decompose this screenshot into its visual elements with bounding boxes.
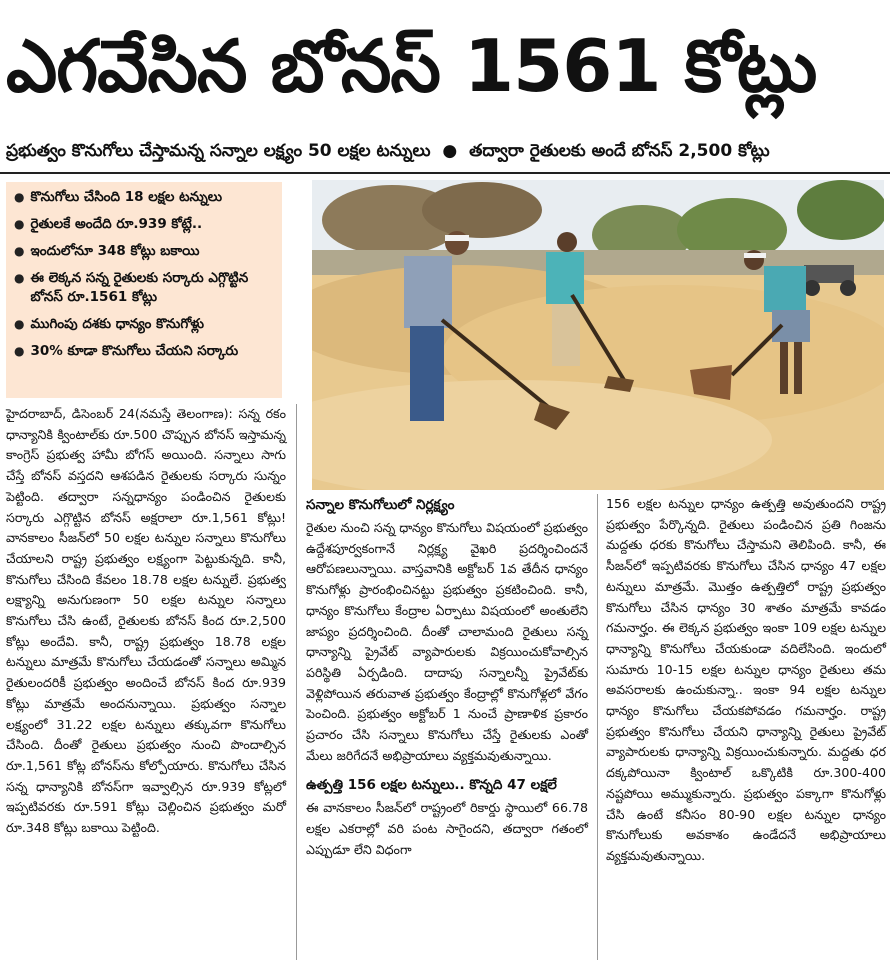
news-photo [312,180,884,490]
headline: ఎగవేసిన బోనస్‌ 1561 కోట్లు [6,24,817,108]
bullet-icon: ● [442,141,458,161]
section-heading: ఉత్పత్తి 156 లక్షల టన్నులు.. కొన్నది 47 లక్షలే [306,777,557,794]
subheadline [6,134,886,168]
farmers-drying-paddy-illustration [312,180,884,490]
highlight-item: ● ఇందులోనూ 348 కోట్లు బకాయి [14,243,200,259]
article-column-3 [606,494,886,867]
highlight-item: ● 30% కూడా కొనుగోలు చేయని సర్కారు [14,343,239,359]
highlights-box [6,182,282,398]
highlight-item: ● కొనుగోలు చేసింది 18 లక్షల టన్నులు [14,189,223,205]
bullet-icon: ● [14,244,25,258]
bullet-icon: ● [14,190,25,204]
column-divider [597,494,598,960]
header-rule [0,172,890,174]
article-text: హైదరాబాద్, డిసెంబర్‌ 24(నమస్తే తెలంగాణ): సన్న రకం ధాన్యానికి క్వింటాల్‌కు రూ.500 చొప్పున బోనస్‌ ఇస్తామన్న కాంగ్రెస్‌ ప్రభుత్వ హామీ బోగస్‌ అయింది. సన్నాలు సాగు చేస్తే బోనస్‌ వస్తదని ఆశపడిన రైతులకు సర్కారు సున్నం పెట్టింది. తద్వారా సన్నధాన్యం పండించిన రైతులకు సర్కారు ఎగ్గొట్టిన బోనస్‌ అక్షరాలా రూ.1,561 కోట్లు! వానకాలం సీజన్‌లో 50 లక్షల టన్నుల సన్నాలు కొనుగోలు చేయాలని రాష్ట్ర ప్రభుత్వం లక్ష్యంగా పెట్టుకున్నది. కానీ, కొనుగోలు చేసింది కేవలం 18.78 లక్షల టన్నులే. ప్రభుత్వ లక్ష్యాన్ని అనుగుణంగా 50 లక్షల టన్నుల సన్నాలు కొనుగోలు చేసి ఉంటే, రైతులకు బోనస్‌ కింద రూ.2,500 కోట్లు అందేవి. కానీ, రాష్ట్ర ప్రభుత్వం 18.78 లక్షల టన్నులు మాత్రమే కొనుగోలు చేయడంతో సన్నాలు అమ్మిన రైతులందరికీ ప్రభుత్వం అందించే బోనస్‌ కింద రూ.939 కోట్లు మాత్రమే అందనున్నాయి. ప్రభుత్వం సన్నాల లక్ష్యంలో 31.22 లక్షల టన్నులు తక్కువగా కొనుగోలు చేసింది. దీంతో రైతులు ప్రభుత్వం నుంచి పొందాల్సిన రూ.1,561 కోట్ల బోనస్‌ను కోల్పోయారు. కొనుగోలు చేసిన సన్న ధాన్యానికి బోనస్‌గా ఇవ్వాల్సిన రూ.939 కోట్లలో ఇప్పటివరకు రూ.591 కోట్లు చెల్లించిన ప్రభుత్వం మరో రూ.348 కోట్లు బకాయి పెట్టింది. [6,406,286,836]
article-text: ఈ వానకాలం సీజన్‌లో రాష్ట్రంలో రికార్డు స్థాయిలో 66.78 లక్షల ఎకరాల్లో వరి పంట సాగైందని, తద్వారా గతంలో ఎప్పుడూ లేని విధంగా [306,800,588,857]
article-column-1 [6,404,286,839]
column-divider [296,404,297,960]
bullet-icon: ● [14,217,25,231]
highlight-item: ● రైతులకే అందేది రూ.939 కోట్లే.. [14,216,203,232]
bullet-icon: ● [14,271,25,285]
highlight-item: ● ఈ లెక్కన సన్న రైతులకు సర్కారు ఎగ్గొట్టిన బోనస్‌ రూ.1561 కోట్లు [14,270,249,305]
bullet-icon: ● [14,344,25,358]
bullet-icon: ● [14,317,25,331]
highlight-item: ● ముగింపు దశకు ధాన్యం కొనుగోళ్లు [14,316,204,332]
subheadline-part-1: ప్రభుత్వం కొనుగోలు చేస్తామన్న సన్నాల లక్ష్యం 50 లక్షల టన్నులు [6,141,431,161]
article-column-2 [306,494,588,861]
article-text: రైతుల నుంచి సన్న ధాన్యం కొనుగోలు విషయంలో ప్రభుత్వం ఉద్దేశపూర్వకంగానే నిర్లక్ష్య వైఖరి ప్రదర్శించిందనే ఆరోపణలున్నాయి. వాస్తవానికి అక్టోబర్‌ 1వ తేదీన ధాన్యం కొనుగోళ్లు ప్రారంభించినట్టు ప్రభుత్వం ప్రకటించింది. కానీ, ధాన్యం కొనుగోలు కేంద్రాల ఏర్పాటు విషయంలో అంతులేని జాప్యం ప్రదర్శించింది. దీంతో చాలామంది రైతులు సన్న ధాన్యాన్ని ప్రైవేట్‌ వ్యాపారులకు విక్రయించుకోవాల్సిన పరిస్థితి ఏర్పడింది. దాదాపు సన్నాలన్నీ ప్రైవేట్‌కు వెళ్లిపోయిన తరువాత ప్రభుత్వం కేంద్రాల్లో కొనుగోళ్లలో వేగం పెంచింది. ప్రభుత్వం అక్టోబర్‌ 1 నుంచే ప్రాణాళిక ప్రకారం ప్రచారం చేసి సన్నాలు కొనుగోలు చేస్తే రైతులకు ఎంతో మేలు జరిగేదనే అభిప్రాయాలు వ్యక్తమవుతున్నాయి. [306,520,588,763]
subheadline-part-2: తద్వారా రైతులకు అందే బోనస్‌ 2,500 కోట్లు [469,141,770,161]
section-heading: సన్నాల కొనుగోలులో నిర్లక్ష్యం [306,497,455,513]
article-text: 156 లక్షల టన్నుల ధాన్యం ఉత్పత్తి అవుతుందని రాష్ట్ర ప్రభుత్వం పేర్కొన్నది. రైతులు పండించిన ప్రతి గింజను మద్దతు ధరకు కొనుగోలు చేస్తామని తెలిపింది. కానీ, ఈ సీజన్‌లో ఇప్పటివరకు కొనుగోలు చేసిన ధాన్యం 47 లక్షల టన్నులు మాత్రమే. మొత్తం ఉత్పత్తిలో రాష్ట్ర ప్రభుత్వం కొనుగోలు చేసిన ధాన్యం 30 శాతం మాత్రమే కావడం గమనార్హం. ఈ లెక్కన ప్రభుత్వం ఇంకా 109 లక్షల టన్నుల ధాన్యాన్ని కొనుగోలు చేయకుండా వదిలేసింది. ఇందులో సుమారు 10-15 లక్షల టన్నుల ధాన్యం రైతులు తమ అవసరాలకు ఉంచుకున్నా.. ఇంకా 94 లక్షల టన్నుల ధాన్యం కొనుగోలు చేయకపోవడం గమనార్హం. రాష్ట్ర ప్రభుత్వం కొనుగోలు చేయని ధాన్యాన్ని రైతులు ప్రైవేట్‌ వ్యాపారులకు ధాన్యాన్ని విక్రయించుకున్నారు. మద్దతు ధర దక్కపోయినా క్వింటాల్‌ ఒక్కొటికి రూ.300-400 నష్టపోయి అమ్ముకున్నారు. ప్రభుత్వం పక్కాగా కొనుగోళ్లు చేసి ఉంటే కనీసం 80-90 లక్షల టన్నుల ధాన్యం కొనుగోలుకు అవకాశం ఉండేదనే అభిప్రాయాలు వ్యక్తమవుతున్నాయి. [606,496,886,863]
